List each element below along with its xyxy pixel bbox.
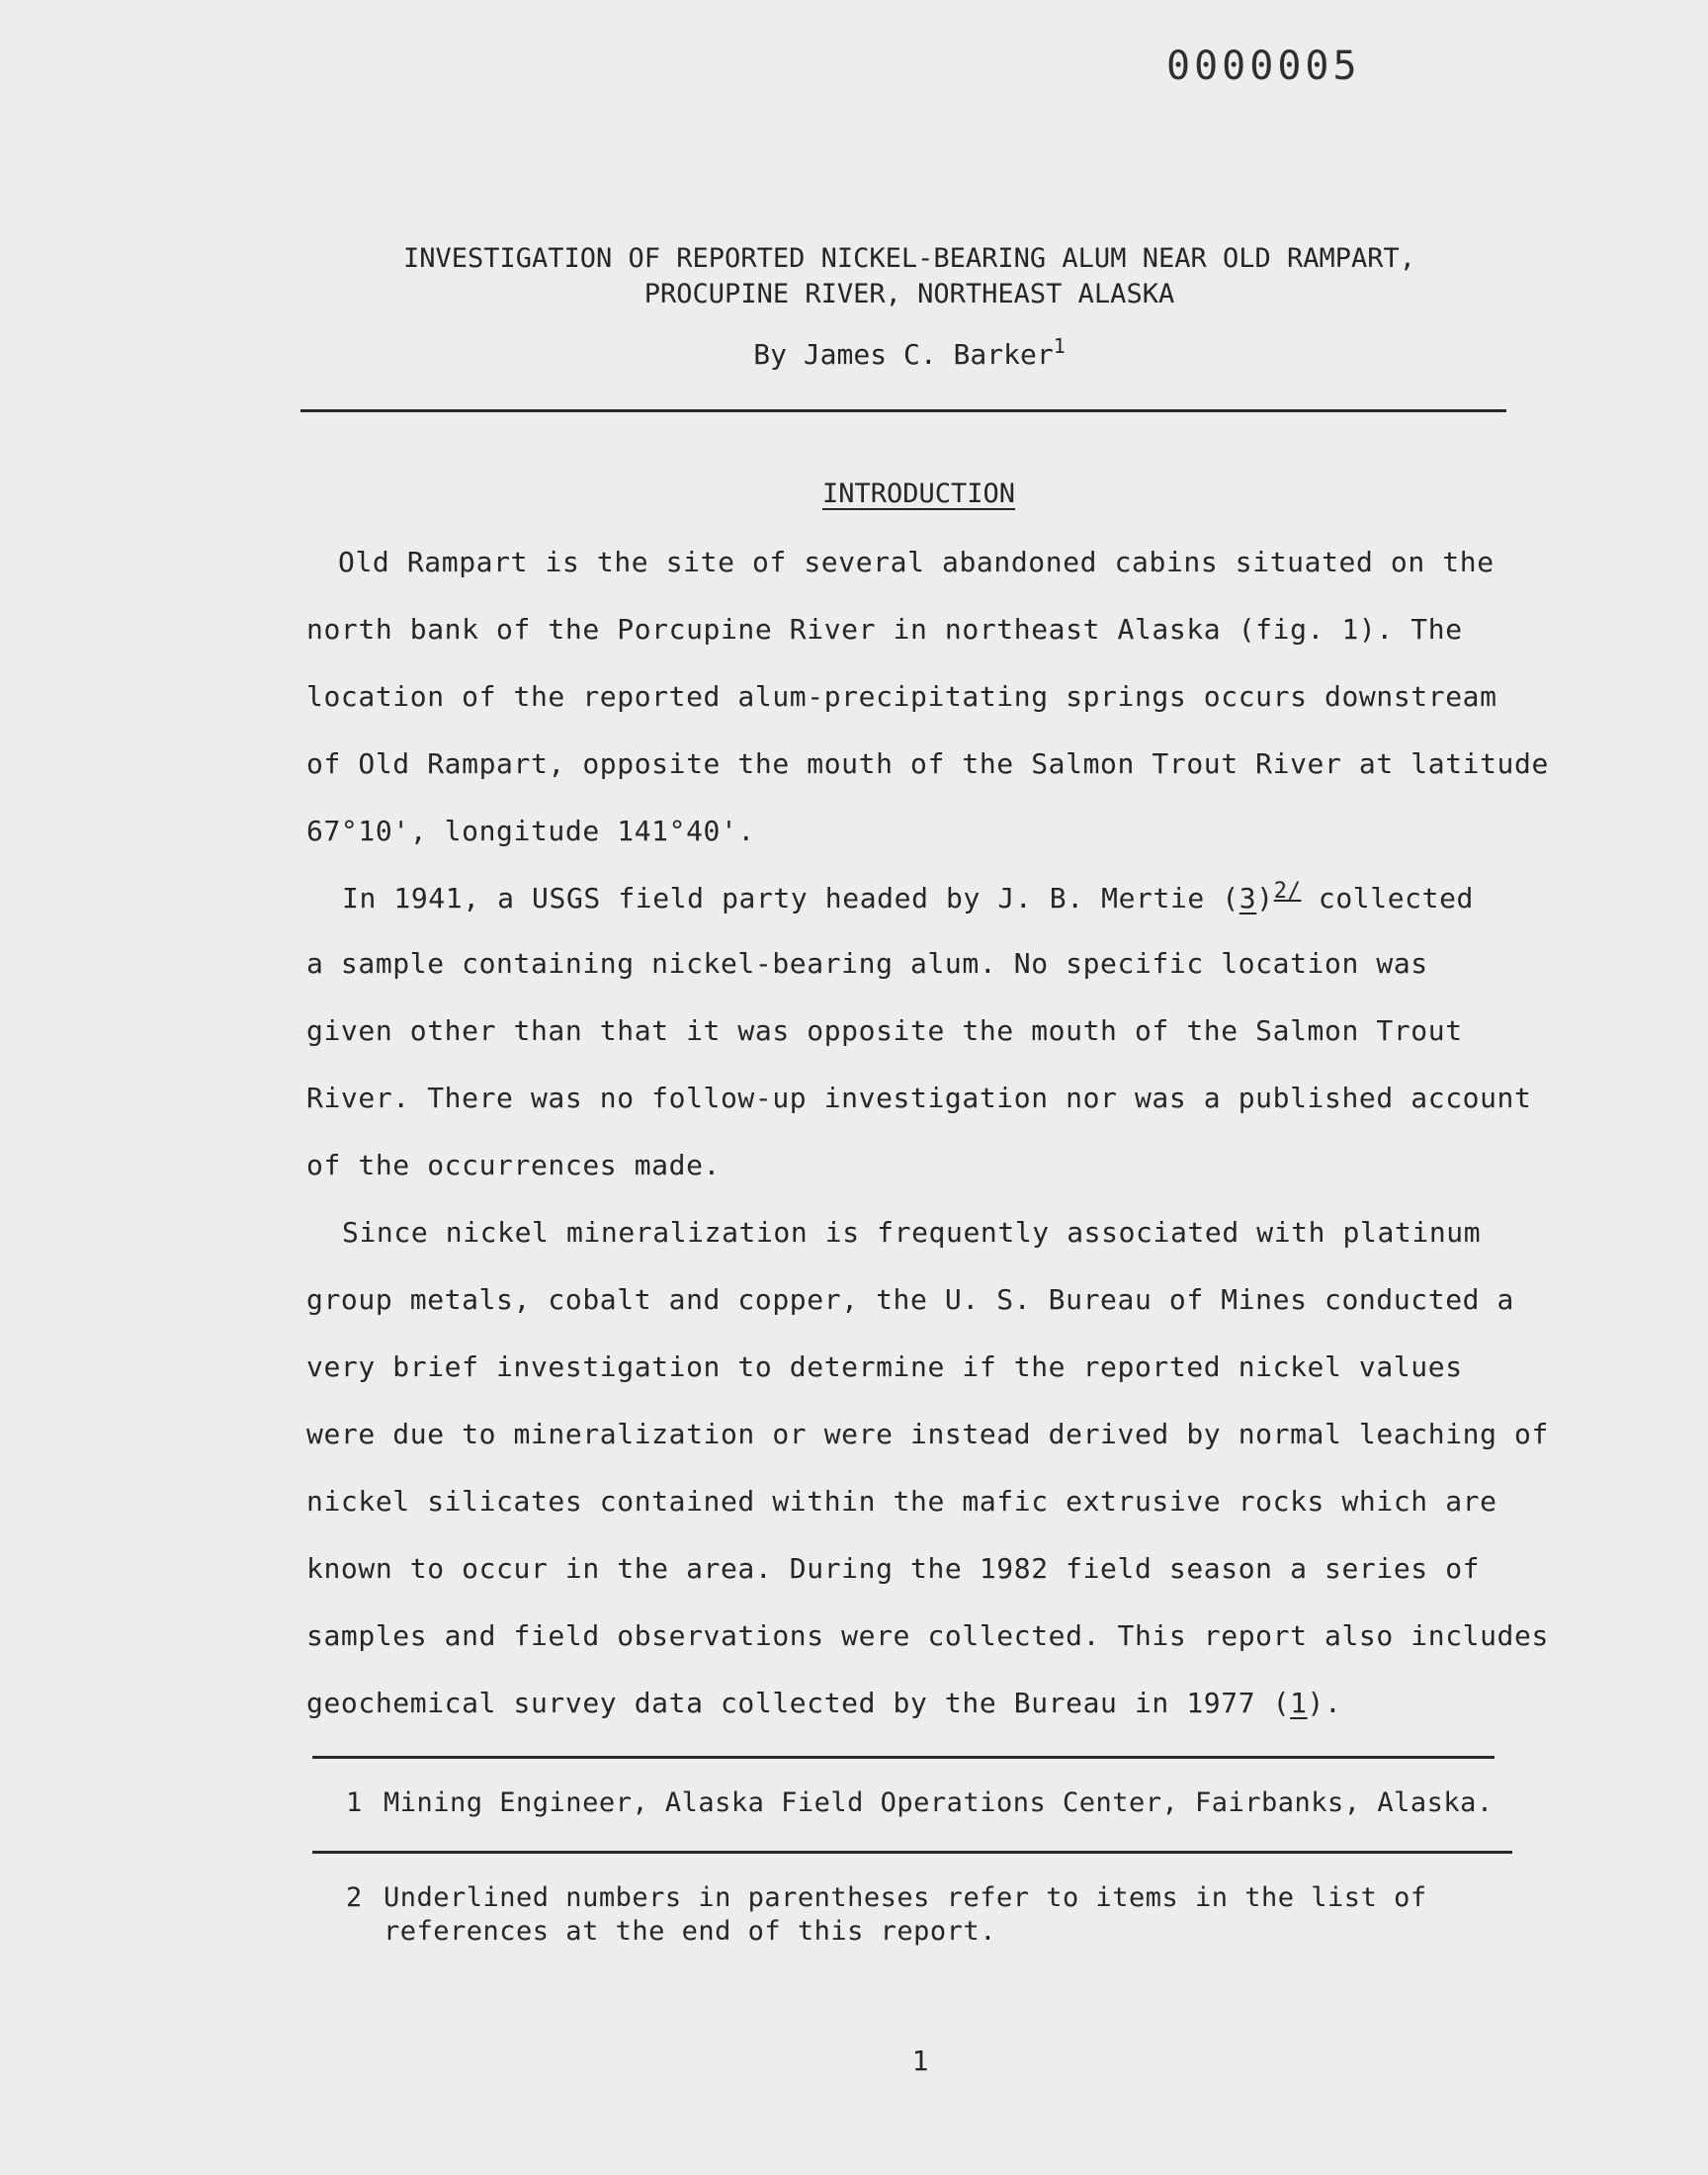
byline xyxy=(297,334,1522,371)
paragraph-2-text: collected xyxy=(1301,882,1475,914)
paragraph-2-text: In 1941, a USGS field party headed by J. B. Mertie ( xyxy=(342,882,1239,914)
page-number: 1 xyxy=(911,2044,929,2077)
author: By James C. Barker xyxy=(753,338,1054,371)
reference-link: 3 xyxy=(1238,882,1257,914)
footnote-1 xyxy=(346,1787,1494,1818)
author-footnote-mark: 1 xyxy=(1053,334,1066,358)
footnote-mark: 2/ xyxy=(1273,879,1302,904)
paragraph-1-line: north bank of the Porcupine River in northeast Alaska (fig. 1). The xyxy=(306,613,1463,646)
footnote-text: Mining Engineer, Alaska Field Operations Center, Fairbanks, Alaska. xyxy=(384,1787,1494,1818)
reference-link: 1 xyxy=(1290,1687,1308,1719)
paragraph-1-line: 67°10', longitude 141°40'. xyxy=(306,815,755,847)
paragraph-3-line: samples and field observations were collected. This report also includes xyxy=(306,1619,1549,1652)
paragraph-3-line: were due to mineralization or were instead derived by normal leaching of xyxy=(306,1418,1549,1450)
footnote-number: 1 xyxy=(346,1787,363,1818)
paragraph-2-line: given other than that it was opposite the mouth of the Salmon Trout xyxy=(306,1014,1463,1047)
paragraph-3-line: nickel silicates contained within the mafic extrusive rocks which are xyxy=(306,1485,1497,1518)
footnote-2 xyxy=(346,1882,1427,1913)
paragraph-3-line: group metals, cobalt and copper, the U. S. Bureau of Mines conducted a xyxy=(306,1283,1515,1316)
paragraph-3-text: geochemical survey data collected by the Bureau in 1977 ( xyxy=(306,1687,1291,1719)
title-line-2: PROCUPINE RIVER, NORTHEAST ALASKA xyxy=(643,279,1175,309)
document-number: 0000005 xyxy=(1166,44,1361,89)
paragraph-3-text: ). xyxy=(1307,1687,1342,1719)
section-heading: INTRODUCTION xyxy=(822,478,1016,509)
title-line-1: INVESTIGATION OF REPORTED NICKEL-BEARING ALUM NEAR OLD RAMPART, xyxy=(402,243,1416,274)
paragraph-2-text: ) xyxy=(1256,882,1274,914)
paragraph-1-line: of Old Rampart, opposite the mouth of the Salmon Trout River at latitude xyxy=(306,747,1549,780)
paragraph-3-line: Since nickel mineralization is frequently associated with platinum xyxy=(342,1216,1482,1249)
paragraph-3-line: known to occur in the area. During the 1982 field season a series of xyxy=(306,1552,1481,1585)
footnote-rule-1 xyxy=(312,1756,1494,1759)
title-rule xyxy=(300,409,1506,412)
footnote-number: 2 xyxy=(346,1882,363,1913)
paragraph-2-line: a sample containing nickel-bearing alum. No specific location was xyxy=(306,947,1428,980)
paragraph-1-line: Old Rampart is the site of several abandoned cabins situated on the xyxy=(338,546,1494,578)
paragraph-2-line: River. There was no follow-up investigation nor was a published account xyxy=(306,1082,1532,1114)
footnote-text: Underlined numbers in parentheses refer to items in the list of xyxy=(384,1882,1427,1913)
paragraph-1-line: location of the reported alum-precipitating springs occurs downstream xyxy=(306,680,1497,713)
paragraph-2-line: of the occurrences made. xyxy=(306,1149,721,1181)
paragraph-2-line xyxy=(342,879,1475,914)
paragraph-3-line: very brief investigation to determine if the reported nickel values xyxy=(306,1350,1463,1383)
footnote-2-continuation: references at the end of this report. xyxy=(384,1916,996,1947)
footnote-rule-2 xyxy=(312,1851,1512,1854)
paragraph-3-line xyxy=(306,1687,1341,1719)
